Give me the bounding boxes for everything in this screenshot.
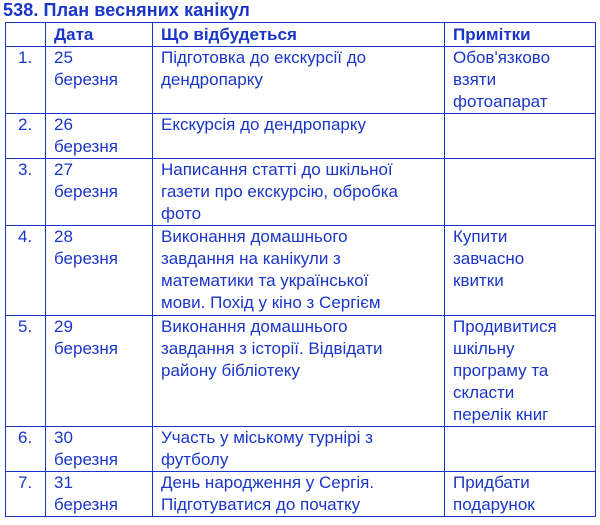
row-number: 7. xyxy=(6,472,46,517)
row-date: 27 березня xyxy=(46,159,153,226)
row-event: Участь у міському турнірі з футболу xyxy=(153,427,445,472)
header-num xyxy=(6,23,46,47)
row-notes: Продивитися шкільну програму та скласти перелік книг xyxy=(445,316,596,427)
row-number: 2. xyxy=(6,114,46,159)
row-date: 28 березня xyxy=(46,226,153,316)
plan-table xyxy=(5,22,596,517)
table-row xyxy=(6,226,596,316)
row-date: 30 березня xyxy=(46,427,153,472)
row-event: Виконання домашнього завдання на канікули з математики та української мови. Похід у кіно з Сергієм xyxy=(153,226,445,316)
table-row xyxy=(6,427,596,472)
row-number: 6. xyxy=(6,427,46,472)
row-event: Написання статті до шкільної газети про екскурсію, обробка фото xyxy=(153,159,445,226)
row-event: День народження у Сергія. Підготуватися до початку xyxy=(153,472,445,517)
row-date: 25 березня xyxy=(46,47,153,114)
page-title: 538. План весняних канікул xyxy=(3,0,250,20)
table-row xyxy=(6,47,596,114)
table-header-row xyxy=(6,23,596,47)
row-notes: Обов'язково взяти фотоапарат xyxy=(445,47,596,114)
row-number: 1. xyxy=(6,47,46,114)
header-notes: Примітки xyxy=(445,23,596,47)
row-number: 4. xyxy=(6,226,46,316)
row-date: 31 березня xyxy=(46,472,153,517)
row-notes: Купити завчасно квитки xyxy=(445,226,596,316)
row-number: 5. xyxy=(6,316,46,427)
table-row xyxy=(6,472,596,517)
table-row xyxy=(6,316,596,427)
row-number: 3. xyxy=(6,159,46,226)
row-notes xyxy=(445,159,596,226)
header-date: Дата xyxy=(46,23,153,47)
row-notes xyxy=(445,427,596,472)
row-event: Екскурсія до дендропарку xyxy=(153,114,445,159)
header-event: Що відбудеться xyxy=(153,23,445,47)
row-date: 26 березня xyxy=(46,114,153,159)
table-row xyxy=(6,114,596,159)
row-notes: Придбати подарунок xyxy=(445,472,596,517)
row-date: 29 березня xyxy=(46,316,153,427)
table-row xyxy=(6,159,596,226)
row-event: Підготовка до екскурсії до дендропарку xyxy=(153,47,445,114)
row-event: Виконання домашнього завдання з історії. Відвідати району бібліотеку xyxy=(153,316,445,427)
row-notes xyxy=(445,114,596,159)
